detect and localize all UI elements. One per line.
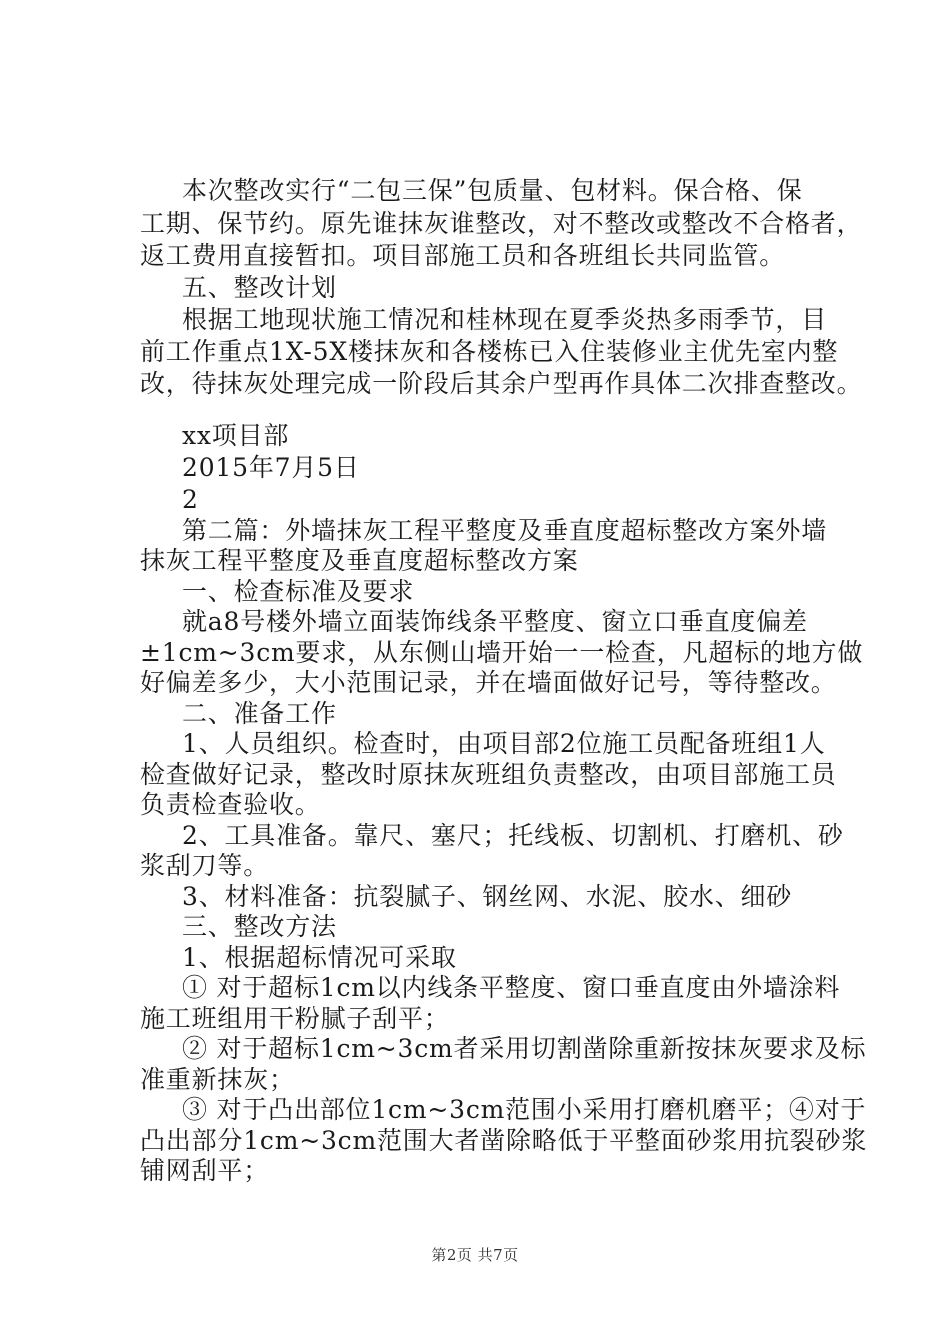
paragraph-line: ① 对于超标1cm以内线条平整度、窗口垂直度由外墙涂料: [182, 973, 841, 1002]
signature-org: xx项目部: [182, 421, 290, 450]
paragraph-line: ③ 对于凸出部位1cm~3cm范围小采用打磨机磨平；④对于: [182, 1095, 867, 1124]
paragraph-line: 根据工地现状施工情况和桂林现在夏季炎热多雨季节，目: [182, 305, 828, 334]
section-heading: 五、整改计划: [182, 273, 337, 302]
paragraph-line: 1、人员组织。检查时，由项目部2位施工员配备班组1人: [182, 729, 826, 758]
paragraph-line: 凸出部分1cm~3cm范围大者凿除略低于平整面砂浆用抗裂砂浆: [140, 1126, 868, 1155]
article-title: 抹灰工程平整度及垂直度超标整改方案: [140, 546, 579, 575]
paragraph-line: 铺网刮平；: [140, 1156, 270, 1185]
paragraph-line: 就a8号楼外墙立面装饰线条平整度、窗立口垂直度偏差: [182, 607, 808, 636]
paragraph-line: 检查做好记录，整改时原抹灰班组负责整改，由项目部施工员: [140, 760, 837, 789]
signature-number: 2: [182, 485, 199, 514]
paragraph-line: 返工费用直接暂扣。项目部施工员和各班组长共同监管。: [140, 241, 786, 270]
paragraph-line: 负责检查验收。: [140, 790, 321, 819]
paragraph-line: 好偏差多少，大小范围记录，并在墙面做好记号，等待整改。: [140, 668, 837, 697]
paragraph-line: 前工作重点1X-5X楼抹灰和各楼栋已入住装修业主优先室内整: [140, 337, 839, 366]
paragraph-line: ±1cm~3cm要求，从东侧山墙开始一一检查，凡超标的地方做: [140, 638, 864, 667]
paragraph-line: ② 对于超标1cm~3cm者采用切割凿除重新按抹灰要求及标: [182, 1034, 867, 1063]
paragraph-line: 浆刮刀等。: [140, 851, 270, 880]
section-heading: 三、整改方法: [182, 912, 337, 941]
page-footer: 第2页 共7页: [431, 1246, 519, 1264]
paragraph-line: 本次整改实行“二包三保”包质量、包材料。保合格、保: [182, 176, 803, 205]
paragraph-line: 3、材料准备：抗裂腻子、钢丝网、水泥、胶水、细砂: [182, 882, 793, 911]
paragraph-line: 改，待抹灰处理完成一阶段后其余户型再作具体二次排查整改。: [140, 369, 863, 398]
paragraph-line: 工期、保节约。原先谁抹灰谁整改，对不整改或整改不合格者，: [140, 209, 863, 238]
paragraph-line: 施工班组用干粉腻子刮平；: [140, 1004, 450, 1033]
signature-date: 2015年7月5日: [182, 453, 360, 482]
section-heading: 二、准备工作: [182, 699, 337, 728]
paragraph-line: 1、根据超标情况可采取: [182, 943, 457, 972]
section-heading: 一、检查标准及要求: [182, 577, 415, 606]
paragraph-line: 2、工具准备。靠尺、塞尺；托线板、切割机、打磨机、砂: [182, 821, 844, 850]
article-title: 第二篇：外墙抹灰工程平整度及垂直度超标整改方案外墙: [182, 516, 828, 545]
paragraph-line: 准重新抹灰；: [140, 1065, 295, 1094]
